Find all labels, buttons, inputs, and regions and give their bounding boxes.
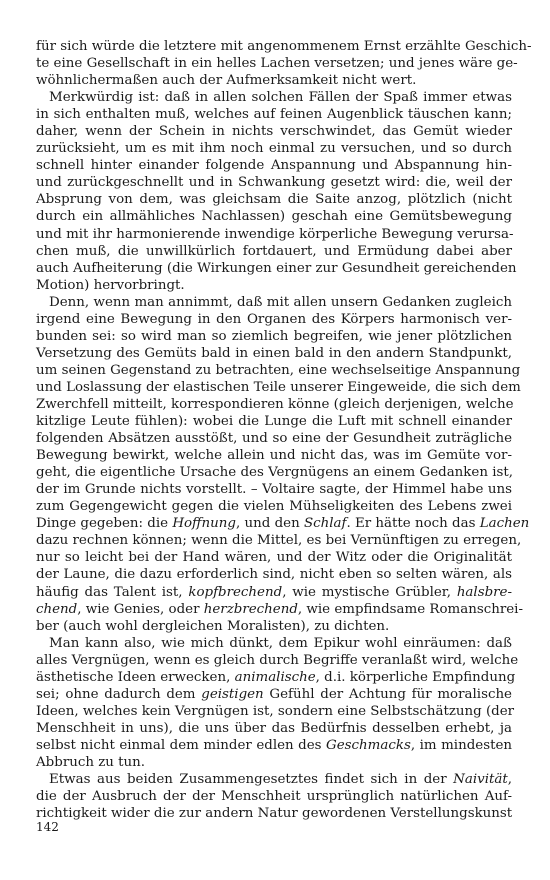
text-run: durch ein allmähliches Nachlassen) geschah eine Gemütsbewegung: [36, 209, 512, 225]
text-line: [36, 737, 512, 754]
text-line: [36, 294, 512, 311]
text-line: [36, 157, 512, 174]
text-line: [36, 584, 512, 601]
text-run: dazu rechnen können; wenn die Mittel, es bei Vernünftigen zu erregen,: [36, 533, 522, 549]
text-run: sei; ohne dadurch dem: [36, 686, 202, 702]
text-line: [36, 38, 532, 55]
text-line: [36, 771, 512, 788]
text-run: daher, wenn der Schein in nichts verschwindet, das Gemüt wieder: [36, 124, 512, 140]
text-run: , wie Genies, oder: [77, 601, 204, 617]
text-run: ästhetische Ideen erwecken,: [36, 669, 235, 685]
text-run: zum Gegengewicht gegen die vielen Mühseligkeiten des Lebens zwei: [36, 499, 512, 515]
text-line: [36, 481, 512, 498]
text-line: [36, 89, 512, 106]
text-run: Man kann also, wie mich dünkt, dem Epikur wohl einräumen: daß: [49, 635, 512, 651]
text-run: , wie empfindsame Romanschrei-: [297, 601, 523, 617]
text-run: , und den: [235, 516, 304, 532]
text-line: [36, 277, 512, 294]
text-line: [36, 174, 512, 191]
text-run: Gefühl der Achtung für moralische: [263, 686, 512, 702]
text-line: [36, 413, 512, 430]
text-line: [36, 345, 512, 362]
text-line: [36, 106, 512, 123]
text-run: der Laune, die dazu erforderlich sind, nicht eben so selten wären, als: [36, 567, 512, 583]
text-line: [36, 635, 512, 652]
text-line: [36, 123, 512, 140]
text-line: [36, 720, 512, 737]
text-run: ,: [507, 772, 512, 788]
text-line: [36, 72, 512, 89]
italic-text: herzbrechend: [203, 601, 298, 617]
text-line: [36, 260, 517, 277]
text-line: [36, 226, 512, 243]
italic-text: chend: [36, 601, 78, 617]
text-line: [36, 601, 523, 618]
text-run: geht, die eigentliche Ursache des Vergnügens an einem Gedanken ist,: [36, 465, 514, 481]
text-run: Merkwürdig ist: daß in allen solchen Fällen der Spaß immer etwas: [49, 90, 512, 106]
text-line: [36, 498, 512, 515]
text-run: für sich würde die letztere mit angenommenem Ernst erzählte Geschich-: [36, 39, 532, 54]
text-run: Menschheit in uns), die uns über das Bedürfnis desselben erhebt, ja: [36, 720, 512, 736]
text-run: te eine Gesellschaft in ein helles Lachen versetzen; und jenes wäre ge-: [36, 56, 518, 72]
text-run: der im Grunde nichts vorstellt. – Voltaire sagte, der Himmel habe uns: [36, 482, 512, 498]
text-line: [36, 379, 521, 396]
text-run: alles Vergnügen, wenn es gleich durch Begriffe veranlaßt wird, welche: [36, 652, 519, 668]
text-line: [36, 566, 512, 583]
text-run: , wie mystische Grübler,: [282, 584, 457, 600]
text-run: Bewegung bewirkt, welche allein und nicht das, was im Gemüte vor-: [36, 448, 512, 464]
italic-text: Hoffnung: [172, 516, 236, 532]
text-run: selbst nicht einmal dem minder edlen des: [36, 737, 327, 753]
text-run: und Loslassung der elastischen Teile unserer Eingeweide, die sich dem: [36, 379, 521, 395]
text-run: nur so leicht bei der Hand wären, und der Witz oder die Originalität: [36, 550, 512, 566]
text-run: und zurückgeschnellt und in Schwankung gesetzt wird: die, weil der: [36, 175, 512, 191]
text-line: [36, 686, 512, 703]
text-run: zurücksieht, um es mit ihm noch einmal zu versuchen, und so durch: [36, 141, 512, 157]
text-line: [36, 55, 518, 72]
text-line: [36, 669, 516, 686]
text-run: in sich enthalten muß, welches auf feinen Augenblick täuschen kann;: [36, 107, 512, 123]
text-run: , im mindesten: [410, 737, 512, 753]
text-line: [36, 515, 530, 532]
italic-text: Schlaf: [303, 516, 347, 532]
text-run: ber (auch wohl dergleichen Moralisten), zu dichten.: [36, 618, 390, 634]
text-run: häufig das Talent ist,: [36, 584, 189, 600]
text-line: [36, 396, 512, 413]
text-line: [36, 652, 519, 669]
text-run: die der Ausbruch der der Menschheit ursprünglich natürlichen Auf-: [36, 789, 512, 805]
page-text: [36, 38, 532, 822]
text-run: . Er hätte noch das: [346, 516, 480, 532]
text-line: [36, 311, 512, 328]
text-run: Denn, wenn man annimmt, daß mit allen unsern Gedanken zugleich: [49, 294, 512, 310]
text-line: [36, 362, 521, 379]
italic-text: halsbre-: [456, 584, 512, 600]
text-line: [36, 549, 512, 566]
text-run: Zwerchfell mitteilt, korrespondieren könne (gleich derjenigen, welche: [36, 396, 514, 412]
text-run: und mit ihr harmonierende inwendige körperliche Bewegung verursa-: [36, 226, 514, 242]
text-run: Abbruch zu tun.: [36, 754, 146, 770]
text-line: [36, 754, 512, 771]
italic-text: Geschmacks: [326, 737, 411, 753]
italic-text: geistigen: [201, 686, 264, 702]
text-run: bunden sei: so wird man so ziemlich begreifen, wie jener plötzlichen: [36, 328, 512, 344]
text-line: [36, 447, 512, 464]
italic-text: animalische: [234, 669, 316, 685]
text-line: [36, 464, 512, 481]
text-line: [36, 140, 512, 157]
text-run: um seinen Gegenstand zu betrachten, eine wechselseitige Anspannung: [36, 362, 521, 378]
text-line: [36, 788, 512, 805]
text-run: kitzlige Leute fühlen): wobei die Lunge die Luft mit schnell einander: [36, 414, 512, 430]
text-run: Etwas aus beiden Zusammengesetztes findet sich in der: [49, 772, 454, 788]
text-line: [36, 703, 515, 720]
text-run: schnell hinter einander folgende Anspannung und Abspannung hin-: [36, 158, 512, 174]
text-line: [36, 328, 512, 345]
text-run: Motion) hervorbringt.: [36, 277, 185, 293]
text-run: chen muß, die unwillkürlich fortdauert, und Ermüdung dabei aber: [36, 243, 512, 259]
text-line: [36, 430, 512, 447]
text-run: richtigkeit wider die zur andern Natur gewordenen Verstellungskunst: [36, 806, 513, 822]
text-line: [36, 243, 512, 260]
text-line: [36, 532, 522, 549]
italic-text: Lachen: [479, 516, 530, 532]
text-run: auch Aufheiterung (die Wirkungen einer zur Gesundheit gereichenden: [36, 260, 517, 276]
italic-text: Naivität: [453, 772, 508, 788]
page-number: 142: [36, 820, 59, 834]
text-run: Ideen, welches kein Vergnügen ist, sondern eine Selbstschätzung (der: [36, 703, 515, 719]
text-run: , d.i. körperliche Empfindung: [315, 669, 516, 685]
text-run: irgend eine Bewegung in den Organen des Körpers harmonisch ver-: [36, 311, 512, 327]
text-run: folgenden Absätzen ausstößt, und so eine der Gesundheit zuträgliche: [36, 431, 512, 447]
text-line: [36, 618, 512, 635]
text-line: [36, 805, 512, 822]
text-run: Versetzung des Gemüts bald in einen bald in den andern Standpunkt,: [36, 345, 512, 361]
text-line: [36, 191, 512, 208]
text-run: Absprung von dem, was gleichsam die Saite anzog, plötzlich (nicht: [36, 192, 512, 208]
text-run: wöhnlichermaßen auch der Aufmerksamkeit nicht wert.: [36, 73, 417, 89]
text-run: Dinge gegeben: die: [36, 516, 173, 532]
text-line: [36, 208, 512, 225]
italic-text: kopfbrechend: [188, 584, 283, 600]
